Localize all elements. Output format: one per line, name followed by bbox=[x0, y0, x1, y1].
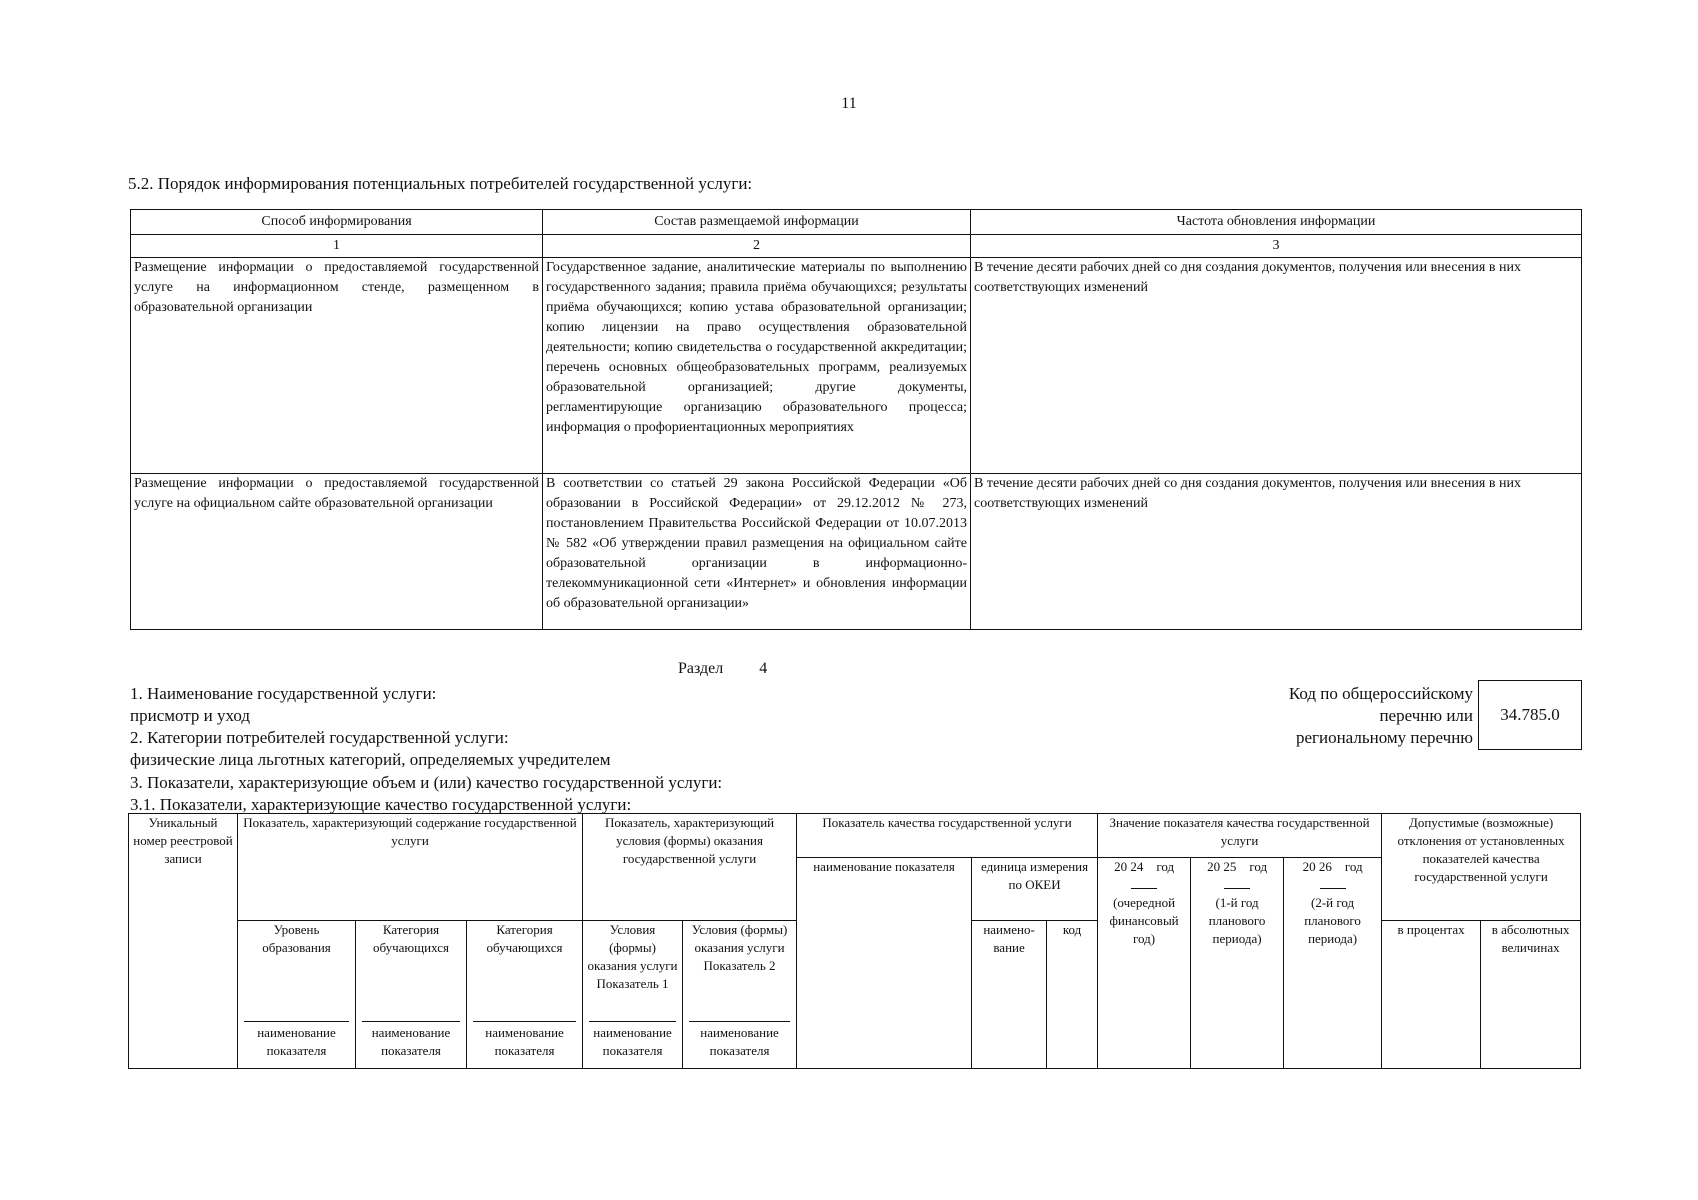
code-label-1: Код по общероссийскому bbox=[1288, 684, 1473, 703]
page-number: 11 bbox=[841, 95, 857, 112]
year-3-value: 26 bbox=[1318, 859, 1332, 874]
consumers-value: физические лица льготных категорий, определяемых учредителем bbox=[130, 750, 611, 769]
unique-number-header: Уникальный номер реестровой записи bbox=[129, 814, 238, 1069]
consumers-label: 2. Категории потребителей государственной услуги: bbox=[130, 728, 509, 747]
content-indicator-header: Показатель, характеризующий содержание государственной услуги bbox=[238, 814, 583, 921]
sub-header-level: Уровень образования наименование показателя bbox=[238, 921, 356, 1069]
quality-indicators-label: 3.1. Показатели, характеризующие качество государственной услуги: bbox=[130, 795, 632, 814]
quality-indicator-header: Показатель качества государственной услуги bbox=[797, 814, 1098, 858]
quality-table bbox=[128, 813, 1581, 1069]
year-2-note: (1-й год планового периода) bbox=[1208, 895, 1266, 946]
cell-content: В соответствии со статьей 29 закона Российской Федерации «Об образовании в Российской Федерации» от 29.12.2012 № 273, постановлением Правительства Российской Федерации от 10.07.2013 № 582 «Об утверждении правил размещения на официальном сайте образовательной организации в информационно-телекоммуникационной сети «Интернет» и обновления информации об образовательной организации» bbox=[543, 474, 971, 630]
indicator-name-header: наименование показателя bbox=[797, 858, 972, 1069]
header-frequency: Частота обновления информации bbox=[971, 210, 1582, 235]
sub-header-category: Категория обучающихся наименование показателя bbox=[467, 921, 583, 1069]
conditions-indicator-header: Показатель, характеризующий условия (формы) оказания государственной услуги bbox=[583, 814, 797, 921]
code-label-3: региональному перечню bbox=[1295, 728, 1473, 747]
year-1-note: (очередной финансовый год) bbox=[1109, 895, 1179, 946]
table-row bbox=[131, 258, 1582, 474]
column-number: 3 bbox=[971, 235, 1582, 258]
section-title bbox=[678, 660, 767, 678]
percent-header: в процентах bbox=[1382, 921, 1481, 1069]
unit-header: единица измерения по ОКЕИ bbox=[972, 858, 1098, 921]
indicators-label: 3. Показатели, характеризующие объем и (или) качество государственной услуги: bbox=[130, 773, 723, 792]
year-2-value: 25 bbox=[1223, 859, 1237, 874]
service-name-value: присмотр и уход bbox=[130, 706, 251, 725]
sub-header-conditions-1: Условия (формы) оказания услуги Показатель 1 наименование показателя bbox=[583, 921, 683, 1069]
service-name-label: 1. Наименование государственной услуги: bbox=[130, 684, 437, 703]
section-label: Раздел bbox=[678, 660, 724, 677]
column-number: 1 bbox=[131, 235, 543, 258]
cell-method: Размещение информации о предоставляемой государственной услуге на официальном сайте образовательной организации bbox=[131, 474, 543, 630]
sub-header-category: Категория обучающихся наименование показателя bbox=[356, 921, 467, 1069]
column-number: 2 bbox=[543, 235, 971, 258]
section-number: 4 bbox=[759, 660, 768, 677]
year-3-header: 20 26 год (2-й год планового периода) bbox=[1284, 858, 1382, 1069]
code-label-2: перечню или bbox=[1379, 706, 1473, 725]
year-1-header: 20 24 год (очередной финансовый год) bbox=[1098, 858, 1191, 1069]
year-1-value: 24 bbox=[1130, 859, 1144, 874]
absolute-header: в абсолютных величинах bbox=[1481, 921, 1581, 1069]
year-2-header: 20 25 год (1-й год планового периода) bbox=[1191, 858, 1284, 1069]
quality-value-header: Значение показателя качества государственной услуги bbox=[1098, 814, 1382, 858]
registry-code: 34.785.0 bbox=[1500, 705, 1560, 724]
unit-name-header: наимено-вание bbox=[972, 921, 1047, 1069]
table-row bbox=[131, 474, 1582, 630]
cell-frequency: В течение десяти рабочих дней со дня создания документов, получения или внесения в них соответствующих изменений bbox=[971, 258, 1582, 474]
year-3-note: (2-й год планового периода) bbox=[1304, 895, 1361, 946]
cell-content: Государственное задание, аналитические материалы по выполнению государственного задания; правила приёма обучающихся; результаты приёма обучающихся; копию устава образовательной организации; копию лицензии на право осуществления образовательной деятельности; копию свидетельства о государственной аккредитации; перечень основных общеобразовательных программ, реализуемых образовательной организацией; другие документы, регламентирующие организацию образовательного процесса; информация о профориентационных мероприятиях bbox=[543, 258, 971, 474]
cell-method: Размещение информации о предоставляемой государственной услуге на информационном стенде, размещенном в образовательной организации bbox=[131, 258, 543, 474]
cell-frequency: В течение десяти рабочих дней со дня создания документов, получения или внесения в них соответствующих изменений bbox=[971, 474, 1582, 630]
header-method: Способ информирования bbox=[131, 210, 543, 235]
informing-table bbox=[130, 209, 1582, 630]
header-content: Состав размещаемой информации bbox=[543, 210, 971, 235]
registry-code-box bbox=[1478, 680, 1582, 750]
sub-header-conditions-2: Условия (формы) оказания услуги Показатель 2 наименование показателя bbox=[683, 921, 797, 1069]
deviations-header: Допустимые (возможные) отклонения от установленных показателей качества государственной услуги bbox=[1382, 814, 1581, 921]
section-5-2-heading: 5.2. Порядок информирования потенциальных потребителей государственной услуги: bbox=[128, 174, 753, 193]
unit-code-header: код bbox=[1047, 921, 1098, 1069]
